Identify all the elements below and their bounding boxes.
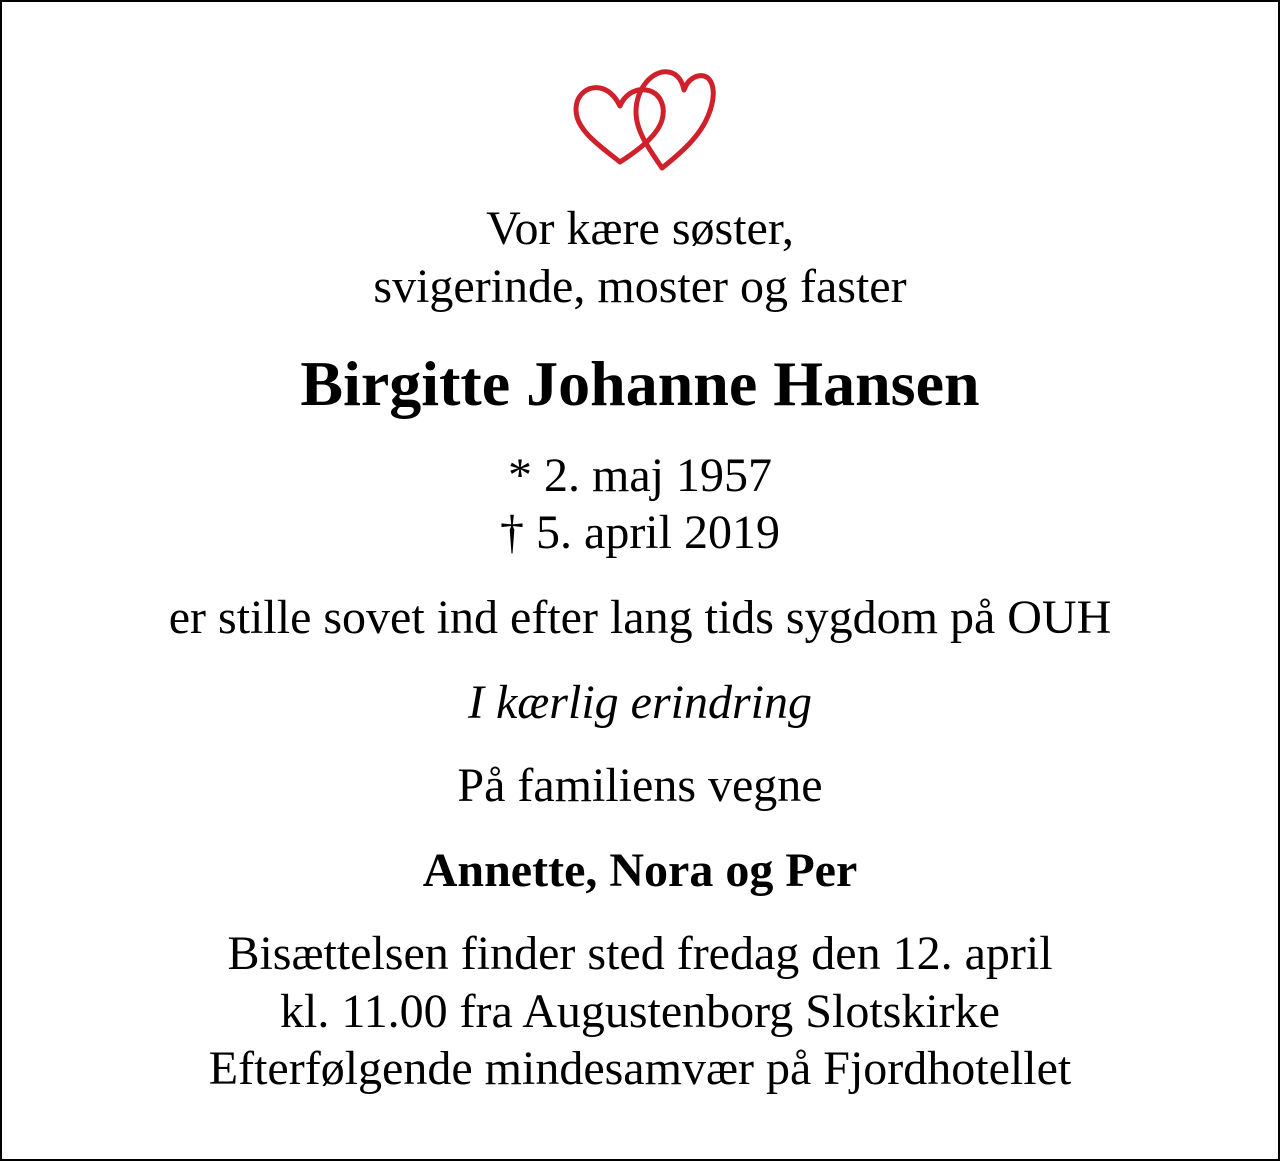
death-date: † 5. april 2019 bbox=[500, 506, 780, 559]
deceased-name: Birgitte Johanne Hansen bbox=[300, 348, 980, 419]
intertwined-hearts-icon bbox=[570, 64, 718, 172]
service-line-3: Efterfølgende mindesamvær på Fjordhotellet bbox=[208, 1042, 1072, 1095]
signatories: Annette, Nora og Per bbox=[422, 844, 858, 897]
intro-line-2: svigerinde, moster og faster bbox=[373, 260, 907, 313]
passing-text: er stille sovet ind efter lang tids sygdom på OUH bbox=[168, 591, 1112, 644]
service-line-1: Bisættelsen finder sted fredag den 12. april bbox=[227, 927, 1053, 980]
intro-line-1: Vor kære søster, bbox=[486, 202, 794, 255]
birth-date: * 2. maj 1957 bbox=[508, 449, 772, 502]
on-behalf-text: På familiens vegne bbox=[457, 759, 823, 812]
service-line-2: kl. 11.00 fra Augustenborg Slotskirke bbox=[280, 985, 1000, 1038]
remembrance-text: I kærlig erindring bbox=[468, 676, 812, 729]
